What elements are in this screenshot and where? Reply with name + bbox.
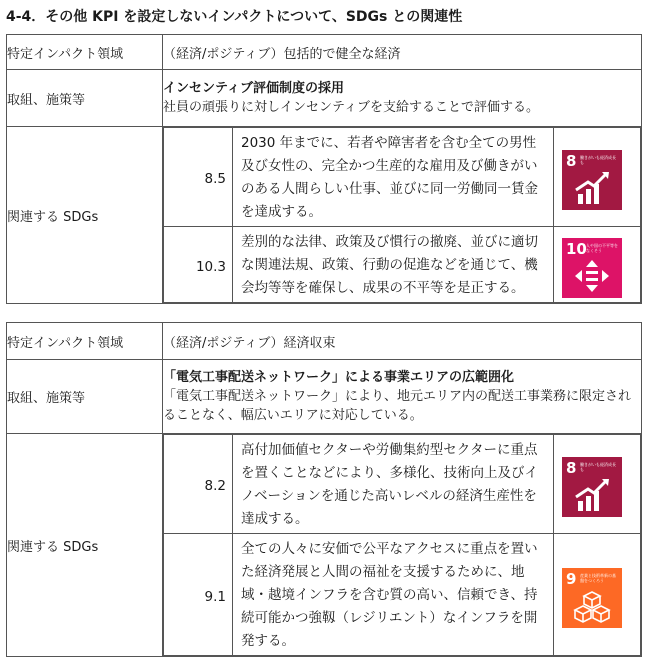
- sdg-target-text: 2030 年までに、若者や障害者を含む全ての男性及び女性の、完全かつ生産的な雇用及び働きがいのある人間らしい仕事、並びに同一労働同一賃金を達成する。: [233, 128, 554, 227]
- sdg-8-growth-chart-icon: 8 働きがいも経済成長も: [562, 457, 622, 517]
- sdg-target-text: 全ての人々に安価で公平なアクセスに重点を置いた経済発展と人間の福祉を支援するために、地域・越境インフラを含む質の高い、信頼でき、持続可能かつ強靱（レジリエント）なインフラを開発する。: [233, 534, 554, 656]
- impact-area-value: （経済/ポジティブ）経済収束: [163, 323, 642, 360]
- initiative-label: 取組、施策等: [7, 70, 163, 127]
- section-heading: 4-4．その他 KPI を設定しないインパクトについて、SDGs との関連性: [6, 9, 463, 25]
- impact-area-label: 特定インパクト領域: [7, 323, 163, 360]
- sdg-target-number: 9.1: [164, 534, 233, 656]
- initiative-description: 社員の頑張りに対しインセンティブを支給することで評価する。: [163, 100, 539, 115]
- sdg-table-1: [6, 34, 642, 304]
- initiative-label: 取組、施策等: [7, 360, 163, 434]
- sdg-target-number: 8.2: [164, 435, 233, 534]
- sdg-8-growth-chart-icon: 8 働きがいも経済成長も: [562, 150, 622, 210]
- related-sdgs-label: 関連する SDGs: [7, 127, 163, 304]
- sdg-9-cubes-icon: 9 産業と技術革新の基盤をつくろう: [562, 568, 622, 628]
- sdg-table-2: [6, 322, 642, 657]
- related-sdgs-label: 関連する SDGs: [7, 434, 163, 657]
- initiative-title: インセンティブ評価制度の採用: [163, 81, 344, 96]
- sdg-target-list: [163, 127, 641, 303]
- sdg-10-equality-icon: 10 人や国の不平等をなくそう: [562, 238, 622, 298]
- impact-area-value: （経済/ポジティブ）包括的で健全な経済: [163, 35, 642, 70]
- sdg-target-number: 10.3: [164, 227, 233, 303]
- sdg-target-text: 高付加価値セクターや労働集約型セクターに重点を置くことなどにより、多様化、技術向上及びイノベーションを通じた高いレベルの経済生産性を達成する。: [233, 435, 554, 534]
- sdg-target-text: 差別的な法律、政策及び慣行の撤廃、並びに適切な関連法規、政策、行動の促進などを通じて、機会均等等を確保し、成果の不平等を是正する。: [233, 227, 554, 303]
- sdg-target-number: 8.5: [164, 128, 233, 227]
- impact-area-label: 特定インパクト領域: [7, 35, 163, 70]
- initiative-description: 「電気工事配送ネットワーク」により、地元エリア内の配送工事業務に限定されることなく、幅広いエリアに対応している。: [163, 389, 632, 423]
- initiative-title: 「電気工事配送ネットワーク」による事業エリアの広範囲化: [163, 370, 515, 385]
